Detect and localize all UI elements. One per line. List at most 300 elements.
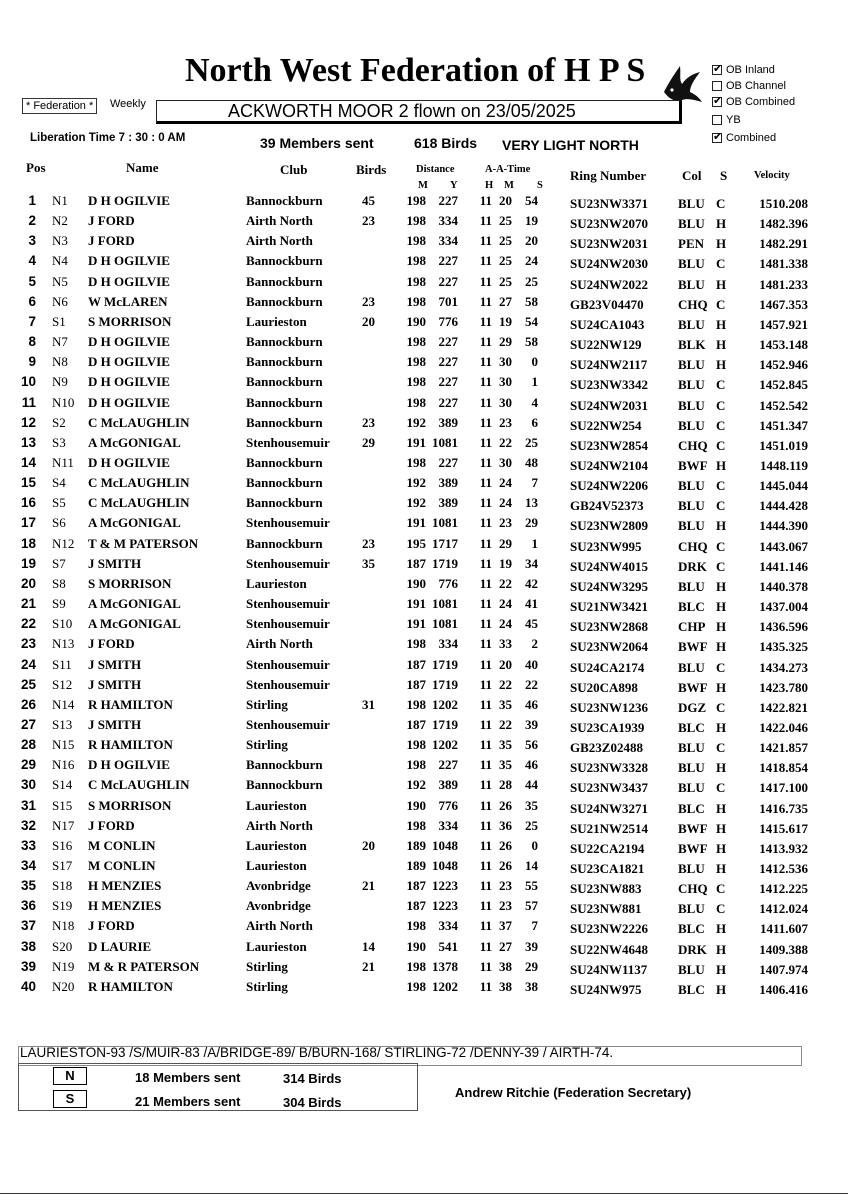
cell-pos: 39 <box>20 958 36 974</box>
cell-club: Airth North <box>246 918 313 934</box>
cell-sec: N12 <box>52 535 75 551</box>
section-north-members: 18 Members sent <box>135 1070 241 1085</box>
checkbox[interactable] <box>712 133 722 143</box>
col-header-pos: Pos <box>26 160 46 175</box>
cell-ring: SU24CA1043 <box>570 316 645 332</box>
table-row <box>0 233 848 253</box>
cell-m: 189 <box>406 837 426 853</box>
cell-m: 190 <box>406 797 426 813</box>
cell-sex: H <box>716 216 727 232</box>
cell-mm: 36 <box>499 817 512 833</box>
cell-col: BLU <box>678 659 705 675</box>
table-row <box>0 878 848 898</box>
cell-club: Airth North <box>246 233 313 249</box>
cell-col: DRK <box>678 558 707 574</box>
cell-sec: N20 <box>52 978 75 994</box>
cell-name: A McGONIGAL <box>88 515 181 531</box>
cell-col: BLK <box>678 337 706 352</box>
option-ob-channel[interactable] <box>712 80 786 92</box>
cell-sex: H <box>716 840 727 856</box>
cell-col: BLC <box>678 981 705 997</box>
cell-sex: C <box>716 538 726 554</box>
option-ob-inland[interactable] <box>712 64 775 76</box>
cell-vel: 1444.428 <box>759 498 808 514</box>
cell-pos: 32 <box>20 817 36 833</box>
cell-m: 187 <box>406 676 426 692</box>
cell-s: 2 <box>531 636 538 652</box>
cell-y: 389 <box>438 414 458 430</box>
cell-vel: 1406.416 <box>759 981 808 997</box>
cell-m: 190 <box>406 313 426 329</box>
cell-name: T & M PATERSON <box>88 535 199 551</box>
cell-s: 1 <box>531 374 538 390</box>
cell-col: CHP <box>678 619 706 635</box>
table-row <box>0 213 848 233</box>
cell-vel: 1413.932 <box>759 840 808 856</box>
cell-club: Bannockburn <box>246 253 323 269</box>
cell-mm: 24 <box>499 495 512 511</box>
cell-pos: 22 <box>20 616 36 632</box>
cell-sec: S15 <box>52 797 73 813</box>
cell-h: 11 <box>479 696 492 712</box>
cell-sec: S13 <box>52 716 73 732</box>
cell-pos: 25 <box>20 676 36 692</box>
cell-h: 11 <box>479 978 492 994</box>
cell-s: 55 <box>525 878 538 894</box>
cell-mm: 23 <box>499 414 512 430</box>
cell-name: J SMITH <box>88 555 142 571</box>
cell-mm: 35 <box>499 757 512 773</box>
cell-s: 0 <box>531 354 538 370</box>
page-title: North West Federation of H P S <box>185 52 646 89</box>
cell-club: Bannockburn <box>246 475 323 491</box>
col-header-dist-y: Y <box>450 180 458 191</box>
cell-mm: 24 <box>499 616 512 632</box>
cell-sex: H <box>716 236 727 252</box>
table-row <box>0 818 848 838</box>
cell-name: D H OGILVIE <box>88 757 170 773</box>
cell-h: 11 <box>479 293 492 309</box>
cell-pos: 19 <box>20 555 36 571</box>
cell-h: 11 <box>479 716 492 732</box>
cell-vel: 1452.542 <box>759 397 808 413</box>
cell-sec: N17 <box>52 817 75 833</box>
cell-sec: S4 <box>52 475 66 491</box>
cell-vel: 1444.390 <box>759 518 808 534</box>
cell-birds: 14 <box>362 938 375 954</box>
birds-sent: 618 Birds <box>414 135 478 151</box>
cell-y: 776 <box>438 313 458 329</box>
cell-sec: S14 <box>52 777 73 793</box>
cell-pos: 34 <box>20 857 36 873</box>
cell-s: 14 <box>525 857 538 873</box>
cell-mm: 29 <box>499 334 512 349</box>
cell-vel: 1481.338 <box>759 256 808 272</box>
cell-mm: 24 <box>499 596 512 611</box>
table-row <box>0 657 848 677</box>
cell-sex: C <box>716 901 726 917</box>
cell-s: 1 <box>531 535 538 551</box>
cell-sex: H <box>716 357 727 373</box>
option-label: OB Inland <box>726 64 775 76</box>
cell-mm: 25 <box>499 213 512 229</box>
cell-m: 192 <box>406 495 426 511</box>
option-combined[interactable] <box>712 132 776 144</box>
cell-sex: H <box>716 760 727 776</box>
cell-sec: N11 <box>52 454 74 470</box>
option-yb[interactable] <box>712 114 741 126</box>
cell-s: 58 <box>525 334 538 349</box>
table-row <box>0 556 848 576</box>
table-row <box>0 717 848 737</box>
cell-s: 29 <box>525 958 538 974</box>
cell-pos: 12 <box>20 414 36 430</box>
cell-sex: C <box>716 558 726 574</box>
cell-ring: SU21NW2514 <box>570 820 649 836</box>
table-row <box>0 193 848 213</box>
cell-s: 40 <box>525 656 538 672</box>
cell-pos: 38 <box>20 938 36 954</box>
cell-s: 22 <box>525 676 538 692</box>
cell-s: 29 <box>525 515 538 531</box>
cell-vel: 1457.921 <box>759 316 808 332</box>
cell-m: 187 <box>406 555 426 571</box>
cell-mm: 20 <box>499 193 512 208</box>
cell-name: D H OGILVIE <box>88 273 170 289</box>
col-header-velocity: Velocity <box>754 170 790 181</box>
cell-club: Laurieston <box>246 797 307 813</box>
cell-mm: 23 <box>499 515 512 531</box>
section-north-birds: 314 Birds <box>283 1071 342 1086</box>
col-header-birds: Birds <box>356 162 386 177</box>
cell-sex: H <box>716 719 727 735</box>
cell-vel: 1436.596 <box>759 619 808 635</box>
col-header-col: Col <box>682 168 702 183</box>
cell-s: 54 <box>525 193 538 208</box>
cell-h: 11 <box>479 757 492 773</box>
cell-vel: 1467.353 <box>759 296 808 312</box>
cell-col: BLU <box>678 397 705 413</box>
cell-sex: C <box>716 478 726 494</box>
cell-col: BLU <box>678 357 705 373</box>
cell-sec: S18 <box>52 878 73 894</box>
cell-h: 11 <box>479 878 492 894</box>
cell-mm: 25 <box>499 233 512 249</box>
cell-m: 198 <box>406 374 426 390</box>
cell-club: Bannockburn <box>246 454 323 470</box>
cell-y: 776 <box>438 797 458 813</box>
cell-h: 11 <box>479 938 492 954</box>
cell-sec: N14 <box>52 696 75 712</box>
option-label: OB Channel <box>726 80 786 92</box>
table-row <box>0 798 848 818</box>
cell-sec: S20 <box>52 938 73 954</box>
table-row <box>0 616 848 636</box>
cell-y: 227 <box>438 374 458 390</box>
cell-sec: S16 <box>52 837 73 853</box>
cell-pos: 24 <box>20 656 36 672</box>
cell-pos: 15 <box>20 475 36 491</box>
cell-vel: 1412.024 <box>759 901 808 917</box>
cell-pos: 20 <box>20 575 36 591</box>
cell-club: Bannockburn <box>246 354 323 370</box>
cell-sex: H <box>716 941 727 957</box>
cell-h: 11 <box>479 354 492 370</box>
cell-name: D H OGILVIE <box>88 454 170 470</box>
table-row <box>0 918 848 938</box>
checkbox[interactable] <box>712 81 722 91</box>
cell-pos: 31 <box>20 797 36 813</box>
federation-select[interactable]: * Federation * <box>22 98 97 114</box>
cell-mm: 23 <box>499 878 512 894</box>
col-header-dist-m: M <box>418 180 428 191</box>
table-row <box>0 515 848 535</box>
cell-club: Stirling <box>246 696 288 712</box>
table-row <box>0 455 848 475</box>
cell-pos: 13 <box>20 434 36 450</box>
cell-sec: N18 <box>52 918 75 934</box>
cell-y: 227 <box>438 354 458 370</box>
cell-h: 11 <box>479 857 492 873</box>
cell-ring: SU23NW2031 <box>570 236 649 252</box>
cell-y: 1202 <box>432 978 458 994</box>
cell-vel: 1412.225 <box>759 881 808 897</box>
cell-birds: 21 <box>362 958 375 974</box>
cell-pos: 33 <box>20 837 36 853</box>
cell-sex: H <box>716 921 727 937</box>
cell-y: 1048 <box>432 857 458 873</box>
cell-sec: N4 <box>52 253 68 269</box>
cell-y: 1048 <box>432 837 458 853</box>
col-header-name: Name <box>126 160 159 175</box>
cell-birds: 31 <box>362 696 375 712</box>
cell-birds: 45 <box>362 193 375 208</box>
cell-pos: 2 <box>28 213 36 229</box>
cell-vel: 1407.974 <box>759 961 808 977</box>
cell-vel: 1451.347 <box>759 417 808 433</box>
cell-mm: 22 <box>499 716 512 732</box>
cell-vel: 1453.148 <box>759 337 808 352</box>
cell-col: BLC <box>678 719 705 735</box>
cell-y: 1378 <box>432 958 458 974</box>
cell-s: 13 <box>525 495 538 511</box>
cell-y: 701 <box>438 293 458 309</box>
cell-col: BLC <box>678 921 705 937</box>
cell-vel: 1416.735 <box>759 800 808 816</box>
cell-vel: 1445.044 <box>759 478 808 494</box>
cell-col: PEN <box>678 236 704 252</box>
cell-sec: S17 <box>52 857 73 873</box>
federation-secretary: Andrew Ritchie (Federation Secretary) <box>455 1085 692 1100</box>
cell-club: Stenhousemuir <box>246 656 330 672</box>
cell-ring: SU23NW2809 <box>570 518 649 534</box>
cell-sec: N8 <box>52 354 68 370</box>
cell-y: 1081 <box>432 434 458 450</box>
cell-m: 191 <box>406 596 426 611</box>
cell-club: Laurieston <box>246 938 307 954</box>
cell-h: 11 <box>479 676 492 692</box>
cell-col: CHQ <box>678 538 708 554</box>
cell-col: BLU <box>678 901 705 917</box>
cell-pos: 29 <box>20 757 36 773</box>
cell-sec: S9 <box>52 596 66 611</box>
cell-name: C McLAUGHLIN <box>88 414 190 430</box>
col-header-time-h: H <box>485 180 494 191</box>
cell-ring: SU24NW2030 <box>570 256 649 272</box>
cell-y: 389 <box>438 777 458 793</box>
cell-mm: 37 <box>499 918 512 934</box>
cell-vel: 1409.388 <box>759 941 808 957</box>
cell-vel: 1451.019 <box>759 437 808 453</box>
cell-mm: 27 <box>499 938 512 954</box>
cell-vel: 1423.780 <box>759 679 808 695</box>
checkbox[interactable] <box>712 65 722 75</box>
cell-y: 1719 <box>432 656 458 672</box>
cell-y: 1223 <box>432 898 458 914</box>
cell-sex: H <box>716 619 727 635</box>
table-row <box>0 415 848 435</box>
cell-m: 191 <box>406 434 426 450</box>
cell-mm: 23 <box>499 898 512 914</box>
cell-y: 1081 <box>432 616 458 632</box>
cell-ring: SU23NW3342 <box>570 377 649 393</box>
cell-m: 187 <box>406 716 426 732</box>
cell-club: Bannockburn <box>246 757 323 773</box>
cell-ring: SU24NW1137 <box>570 961 648 977</box>
cell-y: 1202 <box>432 737 458 752</box>
cell-mm: 26 <box>499 837 512 853</box>
checkbox[interactable] <box>712 97 722 107</box>
table-row <box>0 596 848 616</box>
cell-m: 198 <box>406 636 426 652</box>
cell-name: C McLAUGHLIN <box>88 475 190 491</box>
cell-y: 1719 <box>432 716 458 732</box>
cell-h: 11 <box>479 434 492 450</box>
table-row <box>0 737 848 757</box>
cell-mm: 19 <box>499 555 512 571</box>
cell-club: Airth North <box>246 817 313 833</box>
cell-club: Bannockburn <box>246 273 323 289</box>
cell-name: D H OGILVIE <box>88 374 170 390</box>
cell-sec: S11 <box>52 656 72 672</box>
cell-s: 25 <box>525 273 538 289</box>
cell-name: J SMITH <box>88 716 142 732</box>
cell-s: 0 <box>531 837 538 853</box>
cell-y: 334 <box>438 233 458 249</box>
cell-mm: 27 <box>499 293 512 309</box>
cell-sex: C <box>716 881 726 897</box>
cell-club: Bannockburn <box>246 193 323 208</box>
cell-sex: H <box>716 860 727 876</box>
race-title: ACKWORTH MOOR 2 flown on 23/05/2025 <box>228 101 576 121</box>
cell-y: 334 <box>438 213 458 229</box>
cell-sec: S6 <box>52 515 66 531</box>
cell-s: 20 <box>525 233 538 249</box>
cell-col: BLU <box>678 780 705 796</box>
cell-club: Laurieston <box>246 575 307 591</box>
cell-name: H MENZIES <box>88 878 162 894</box>
cell-sec: S5 <box>52 495 66 511</box>
table-row <box>0 939 848 959</box>
table-row <box>0 757 848 777</box>
table-row <box>0 314 848 334</box>
table-row <box>0 395 848 415</box>
cell-pos: 9 <box>28 354 36 370</box>
cell-h: 11 <box>479 475 492 491</box>
section-south-birds: 304 Birds <box>283 1095 342 1110</box>
cell-birds: 35 <box>362 555 375 571</box>
cell-ring: SU24CA2174 <box>570 659 645 675</box>
cell-s: 7 <box>531 475 538 491</box>
cell-h: 11 <box>479 837 492 853</box>
cell-vel: 1452.845 <box>759 377 808 393</box>
cell-sec: N6 <box>52 293 68 309</box>
cell-mm: 26 <box>499 857 512 873</box>
cell-ring: SU23NW995 <box>570 538 642 554</box>
cell-h: 11 <box>479 656 492 672</box>
cell-ring: SU23NW2070 <box>570 216 649 232</box>
cell-col: BLU <box>678 961 705 977</box>
checkbox[interactable] <box>712 115 722 125</box>
cell-ring: SU24NW2022 <box>570 276 649 292</box>
cell-sex: H <box>716 820 727 836</box>
option-ob-combined[interactable] <box>712 96 795 108</box>
cell-col: BWF <box>678 840 708 856</box>
cell-y: 1717 <box>432 535 458 551</box>
cell-h: 11 <box>479 958 492 974</box>
cell-m: 198 <box>406 193 426 208</box>
cell-vel: 1422.046 <box>759 719 808 735</box>
cell-sex: H <box>716 981 727 997</box>
cell-ring: SU24NW4015 <box>570 558 649 574</box>
cell-pos: 35 <box>20 878 36 894</box>
cell-sex: C <box>716 196 726 211</box>
cell-m: 198 <box>406 696 426 712</box>
cell-y: 227 <box>438 253 458 269</box>
cell-y: 1719 <box>432 555 458 571</box>
cell-pos: 27 <box>20 716 36 732</box>
cell-col: CHQ <box>678 437 708 453</box>
cell-h: 11 <box>479 898 492 914</box>
cell-ring: SU20CA898 <box>570 679 638 695</box>
cell-h: 11 <box>479 616 492 632</box>
cell-name: S MORRISON <box>88 313 172 329</box>
cell-col: DRK <box>678 941 707 957</box>
cell-s: 7 <box>531 918 538 934</box>
cell-sex: H <box>716 639 727 655</box>
cell-club: Avonbridge <box>246 898 311 914</box>
cell-sex: C <box>716 296 726 312</box>
cell-sex: H <box>716 599 727 614</box>
table-row <box>0 959 848 979</box>
cell-name: M CONLIN <box>88 857 156 873</box>
cell-y: 227 <box>438 757 458 773</box>
cell-col: BLU <box>678 498 705 514</box>
table-row <box>0 677 848 697</box>
table-row <box>0 697 848 717</box>
cell-sec: N9 <box>52 374 68 390</box>
cell-sex: H <box>716 578 727 594</box>
cell-m: 187 <box>406 878 426 894</box>
cell-y: 389 <box>438 475 458 491</box>
col-header-ring: Ring Number <box>570 168 647 183</box>
cell-col: BLC <box>678 800 705 816</box>
cell-col: BLU <box>678 216 705 232</box>
cell-col: BLU <box>678 478 705 494</box>
cell-sec: N7 <box>52 334 68 349</box>
cell-ring: SU23NW3328 <box>570 760 649 776</box>
cell-s: 19 <box>525 213 538 229</box>
